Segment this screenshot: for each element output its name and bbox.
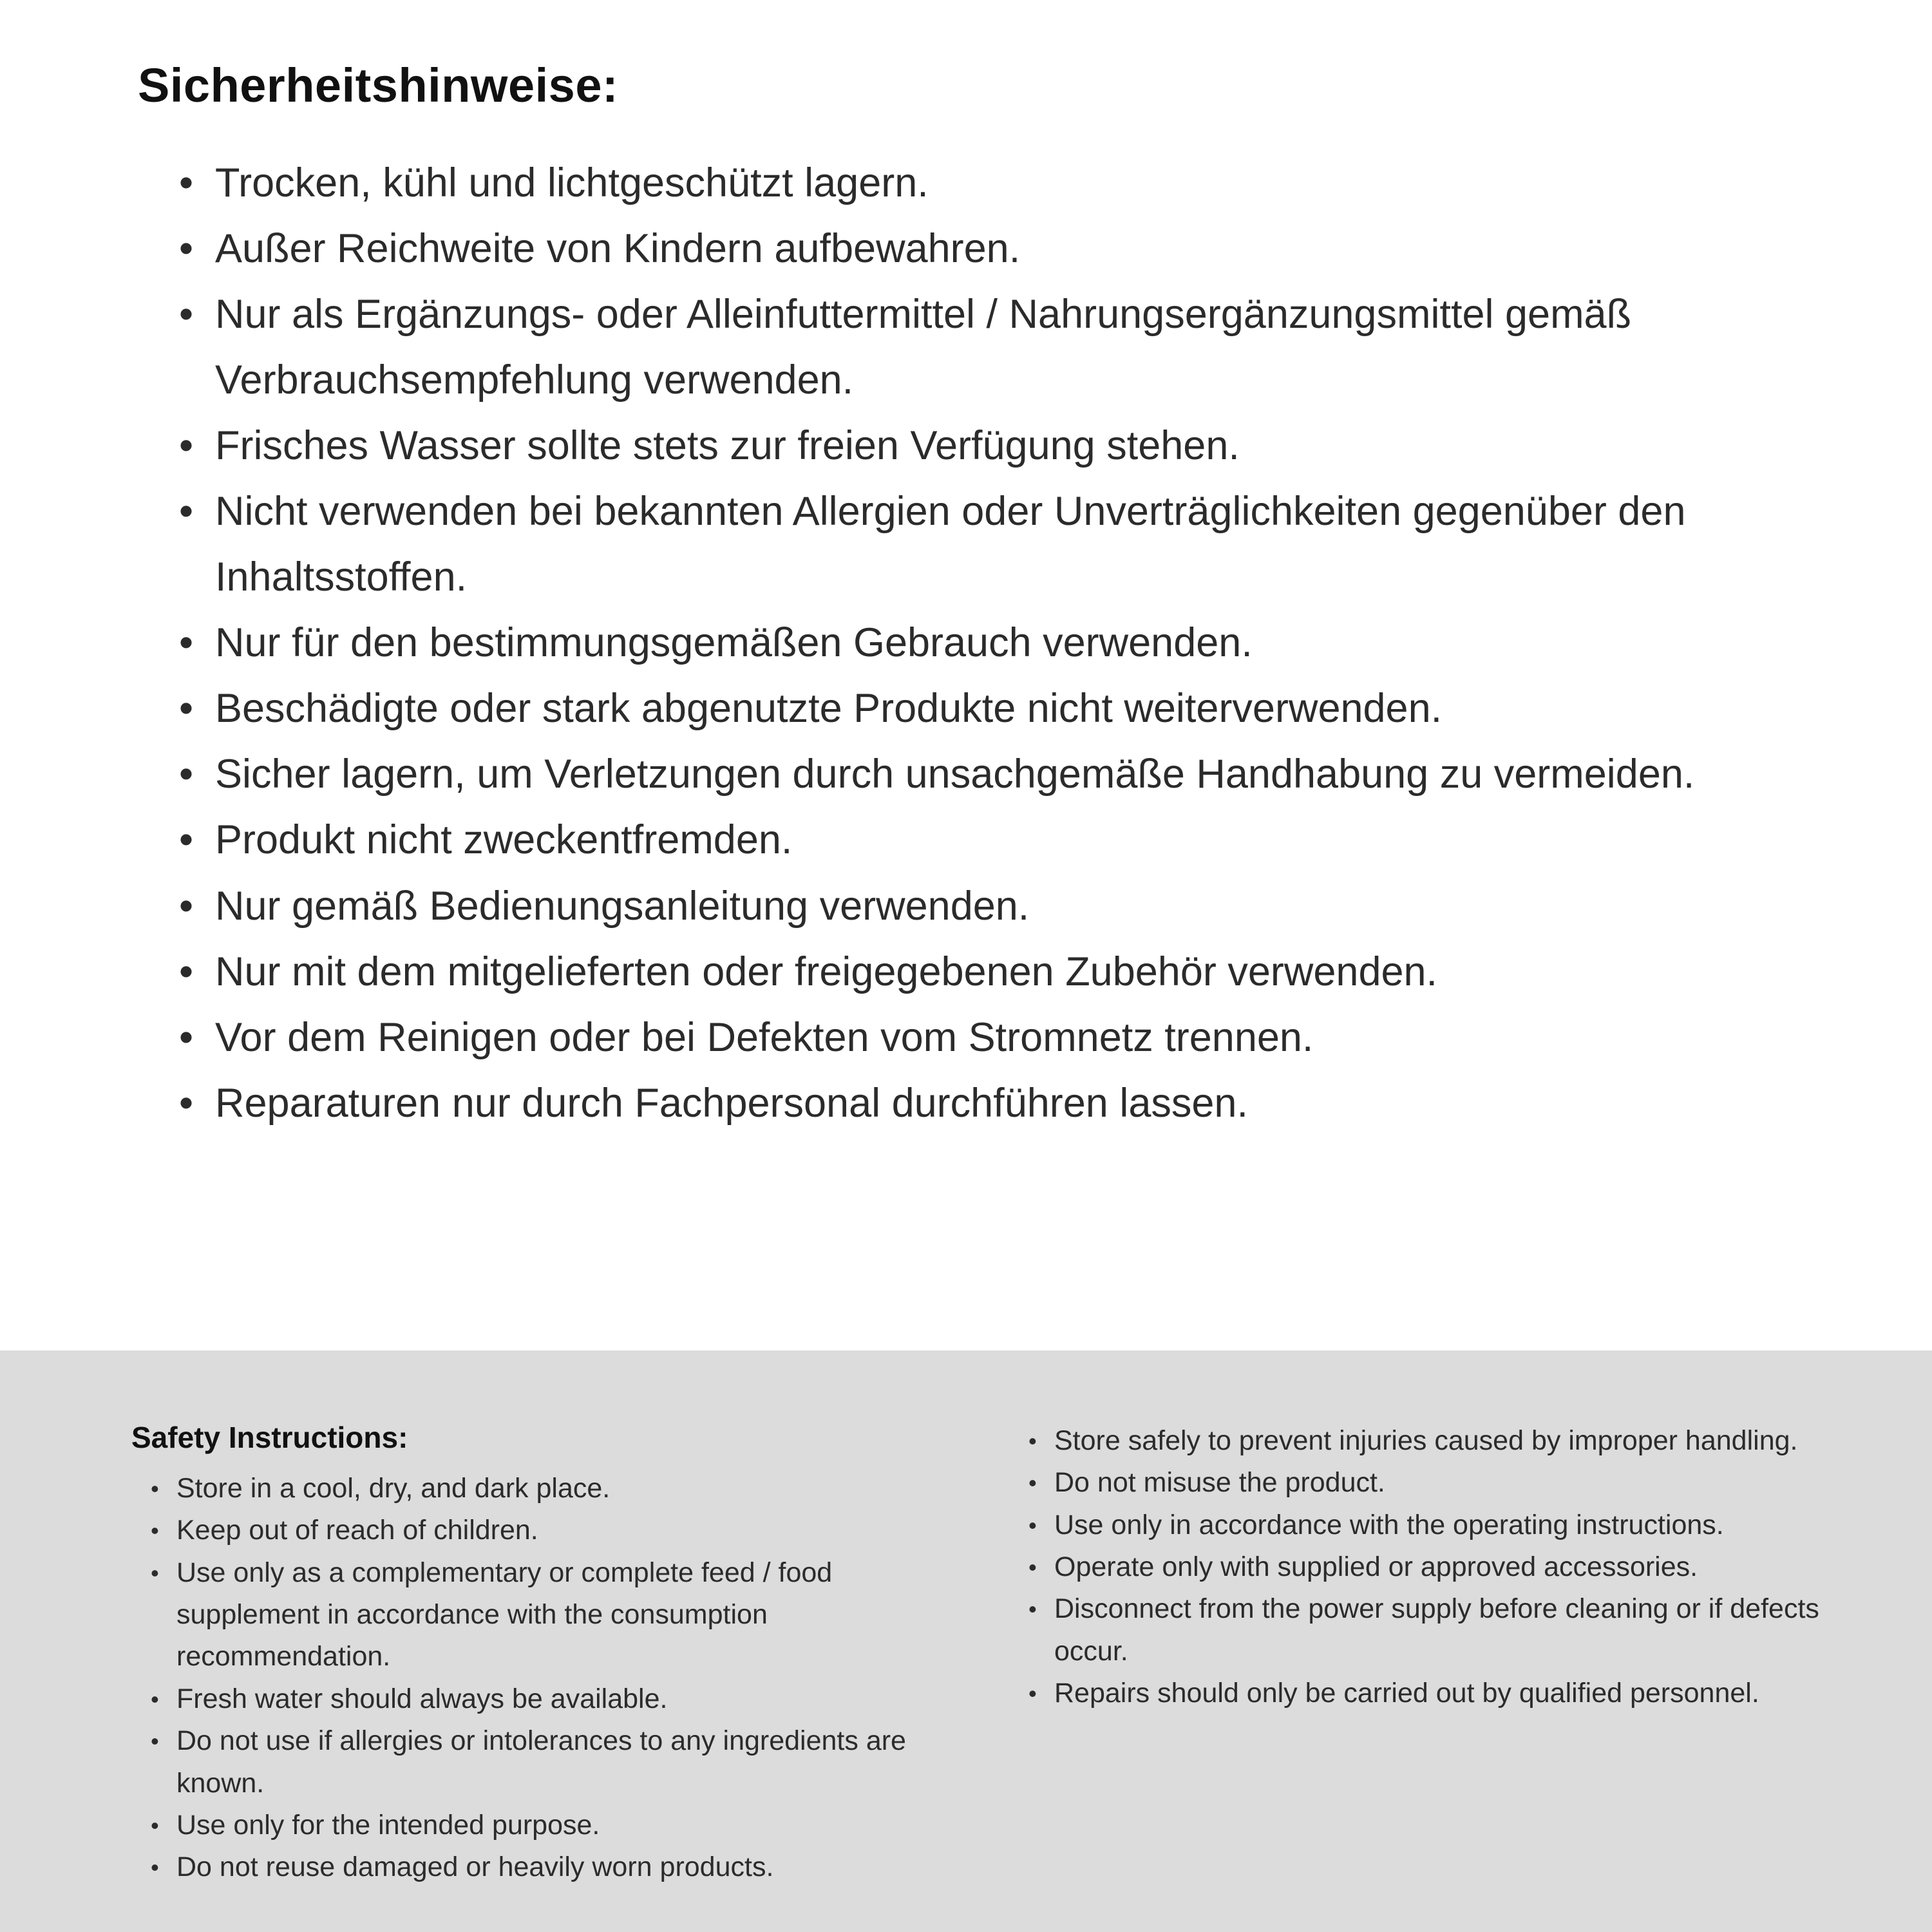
list-item: • Do not use if allergies or intolerances to any ingredients are known. [151, 1720, 945, 1804]
list-item: • Store in a cool, dry, and dark place. [151, 1468, 945, 1510]
list-item: • Store safely to prevent injuries caused by improper handling. [1028, 1420, 1842, 1462]
list-item: • Operate only with supplied or approved accessories. [1028, 1546, 1842, 1588]
list-item: • Keep out of reach of children. [151, 1510, 945, 1551]
list-item: • Disconnect from the power supply before cleaning or if defects occur. [1028, 1588, 1842, 1672]
list-item: • Außer Reichweite von Kindern aufbewahren. [179, 216, 1816, 281]
list-item: • Sicher lagern, um Verletzungen durch unsachgemäße Handhabung zu vermeiden. [179, 741, 1816, 807]
list-item: • Reparaturen nur durch Fachpersonal durchführen lassen. [179, 1070, 1816, 1136]
english-left-column [131, 1420, 945, 1889]
english-right-column [1028, 1420, 1842, 1715]
list-item: • Use only as a complementary or complete feed / food supplement in accordance with the consumption recommendation. [151, 1552, 945, 1678]
list-item: • Do not reuse damaged or heavily worn products. [151, 1846, 945, 1888]
english-safety-list-right [1028, 1420, 1842, 1715]
list-item: • Do not misuse the product. [1028, 1462, 1842, 1504]
english-section-title: Safety Instructions: [131, 1421, 408, 1454]
list-item: • Vor dem Reinigen oder bei Defekten vom Stromnetz trennen. [179, 1005, 1816, 1070]
list-item: • Trocken, kühl und lichtgeschützt lagern. [179, 150, 1816, 216]
list-item: • Nicht verwenden bei bekannten Allergien oder Unverträglichkeiten gegenüber den Inhaltsstoffen. [179, 478, 1816, 610]
list-item: • Beschädigte oder stark abgenutzte Produkte nicht weiterverwenden. [179, 676, 1816, 741]
list-item: • Use only for the intended purpose. [151, 1804, 945, 1846]
list-item: • Nur für den bestimmungsgemäßen Gebrauch verwenden. [179, 610, 1816, 676]
english-safety-section [0, 1350, 1932, 1932]
german-safety-list [179, 150, 1816, 1136]
list-item: • Produkt nicht zweckentfremden. [179, 807, 1816, 873]
list-item: • Nur als Ergänzungs- oder Alleinfuttermittel / Nahrungsergänzungsmittel gemäß Verbrauchsempfehlung verwenden. [179, 281, 1816, 413]
list-item: • Use only in accordance with the operating instructions. [1028, 1504, 1842, 1546]
list-item: • Nur gemäß Bedienungsanleitung verwenden. [179, 873, 1816, 939]
list-item: • Repairs should only be carried out by qualified personnel. [1028, 1672, 1842, 1714]
list-item: • Nur mit dem mitgelieferten oder freigegebenen Zubehör verwenden. [179, 939, 1816, 1005]
list-item: • Fresh water should always be available. [151, 1678, 945, 1720]
list-item: • Frisches Wasser sollte stets zur freien Verfügung stehen. [179, 413, 1816, 478]
english-safety-list-left [151, 1468, 945, 1889]
german-section-title: Sicherheitshinweise: [138, 59, 619, 112]
